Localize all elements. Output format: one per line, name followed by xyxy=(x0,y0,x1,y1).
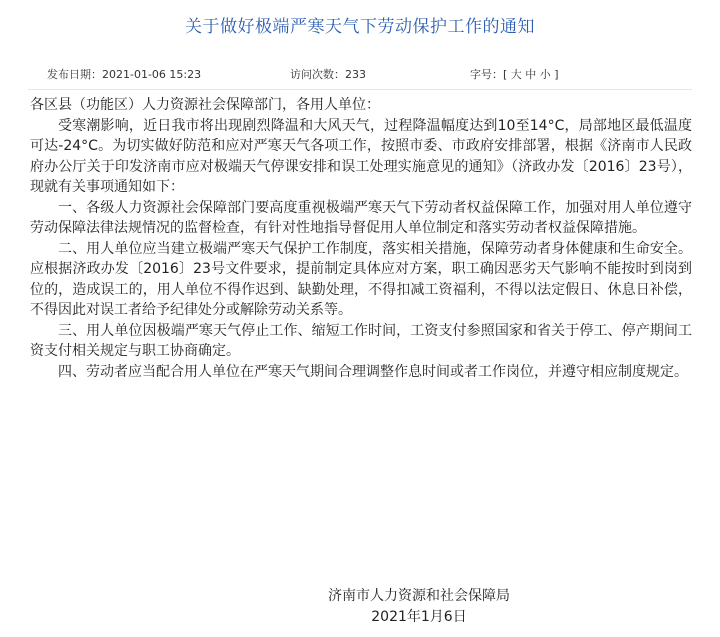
visit-count: 访问次数：233 xyxy=(290,68,366,81)
issue-date: 2021年1月6日 xyxy=(371,609,467,625)
font-size-close-bracket: ] xyxy=(554,68,559,81)
salutation: 各区县（功能区）人力资源社会保障部门，各用人单位： xyxy=(30,97,380,113)
header-divider xyxy=(28,89,692,90)
item-4-paragraph: 四、劳动者应当配合用人单位在严寒天气期间合理调整作息时间或者工作岗位，并遵守相应制度规定。 xyxy=(58,363,688,380)
issuing-organization: 济南市人力资源和社会保障局 xyxy=(328,588,510,604)
font-size-switcher xyxy=(470,66,559,82)
font-size-large-link[interactable]: 大 xyxy=(510,68,522,81)
notice-body xyxy=(30,95,692,382)
notice-title: 关于做好极端严寒天气下劳动保护工作的通知 xyxy=(185,17,535,37)
item-3-paragraph: 三、用人单位因极端严寒天气停止工作、缩短工作时间，工资支付参照国家和省关于停工、停产期间工资支付相关规定与职工协商确定。 xyxy=(30,322,692,359)
item-2-paragraph: 二、用人单位应当建立极端严寒天气保护工作制度，落实相关措施，保障劳动者身体健康和生命安全。应根据济政办发〔2016〕23号文件要求，提前制定具体应对方案，职工确因恶劣天气影响不能按时到岗到位的，造成误工的，用人单位不得作迟到、缺勤处理，不得扣减工资福利，不得以法定假日、休息日补偿，不得因此对误工者给予纪律处分或解除劳动关系等。 xyxy=(30,240,692,318)
font-size-medium-link[interactable]: 中 xyxy=(525,68,537,81)
intro-paragraph: 受寒潮影响，近日我市将出现剧烈降温和大风天气，过程降温幅度达到10至14°C，局部地区最低温度可达-24°C。为切实做好防范和应对严寒天气各项工作，按照市委、市政府安排部署，根据《济南市人民政府办公厅关于印发济南市应对极端天气停课安排和误工处理实施意见的通知》（济政办发〔2016〕23号），现就有关事项通知如下： xyxy=(30,117,692,195)
publish-time: 发布日期：2021-01-06 15:23 xyxy=(47,68,202,81)
signature-block xyxy=(328,586,510,628)
font-size-label: 字号：[ xyxy=(470,68,508,81)
font-size-small-link[interactable]: 小 xyxy=(539,68,551,81)
item-1-paragraph: 一、各级人力资源社会保障部门要高度重视极端严寒天气下劳动者权益保障工作，加强对用人单位遵守劳动保障法律法规情况的监督检查，有针对性地指导督促用人单位制定和落实劳动者权益保障措施。 xyxy=(30,199,692,236)
